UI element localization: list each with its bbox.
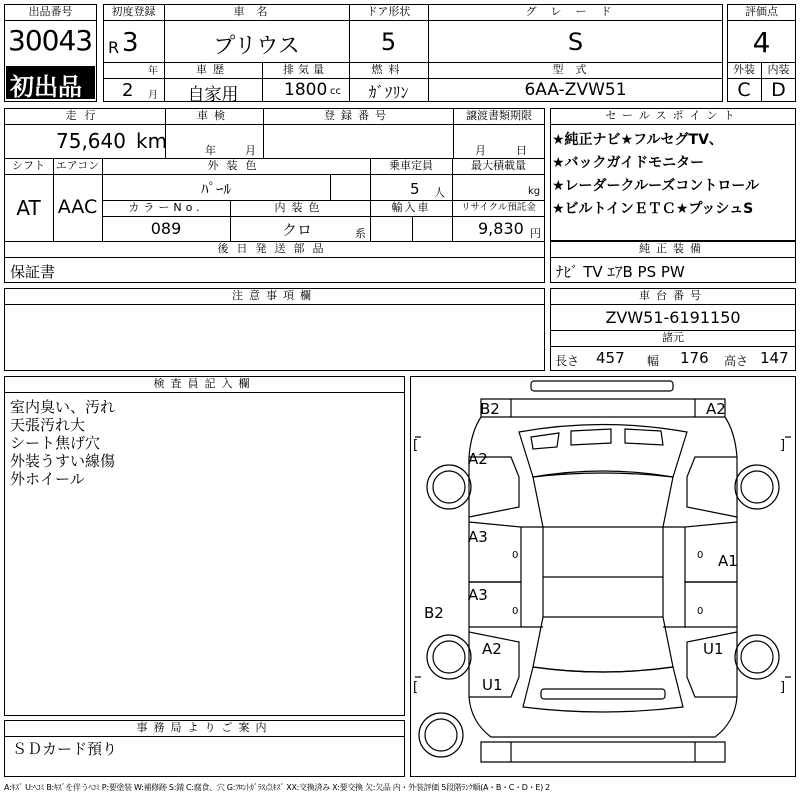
mark-a1-right: A1 — [718, 552, 738, 570]
sales-point-1: ★純正ナビ★フルセグTV、 — [552, 132, 723, 148]
reg-label: 初度登録 — [111, 5, 156, 18]
later-label: 後日発送部品 — [217, 242, 332, 255]
mark-a3-left-door-1: A3 — [468, 528, 488, 546]
inspector-note-2: 天張汚れ大 — [10, 416, 86, 434]
reg-month-unit: 月 — [148, 90, 158, 101]
bracket-close-1: ] — [780, 438, 786, 453]
mark-a2-top-right: A2 — [706, 400, 726, 418]
inspector-note-4: 外装うすい線傷 — [10, 452, 116, 470]
transfer-month-unit: 月 — [475, 144, 486, 157]
sales-label: セールスポイント — [605, 109, 741, 122]
reg-month: 2 — [122, 80, 134, 101]
ext-color: ﾊﾟｰﾙ — [200, 180, 231, 198]
int-color-unit: 系 — [355, 227, 366, 240]
exterior-label: 外装 — [733, 63, 755, 76]
lot-number: 30043 — [8, 24, 93, 57]
exterior-grade: C — [737, 79, 751, 101]
color-no: 089 — [150, 219, 182, 238]
int-color: クロ — [282, 221, 313, 239]
load-label: 最大積載量 — [471, 159, 526, 172]
transfer-label: 譲渡書類期限 — [466, 109, 532, 122]
ext-color-label: 外装色 — [207, 159, 265, 172]
genuine-label: 純正装備 — [639, 242, 707, 255]
model-label: 型式 — [552, 63, 599, 76]
history-label: 車歴 — [196, 63, 230, 76]
displacement-label: 排気量 — [283, 63, 328, 76]
color-no-label: カラーNo. — [128, 201, 204, 214]
lot-label: 出品番号 — [28, 5, 73, 18]
displacement-unit: cc — [330, 86, 341, 97]
office-label: 事務局よりご案内 — [136, 721, 273, 734]
import-label: 輸入車 — [391, 201, 431, 214]
bracket-open-1: [ — [413, 438, 419, 453]
reg-year: 3 — [122, 28, 139, 58]
car-diagram-box — [410, 376, 796, 777]
inspection-month-unit: 月 — [245, 144, 256, 157]
car-diagram — [411, 377, 795, 776]
displacement: 1800 — [284, 80, 328, 100]
height: 147 — [760, 349, 789, 367]
mark-b2-top-left: B2 — [480, 400, 500, 418]
capacity: 5 — [410, 180, 420, 198]
int-color-label: 内装色 — [274, 201, 326, 214]
mark-u1-bottom-left: U1 — [482, 676, 503, 694]
shift: AT — [16, 196, 41, 220]
reg-year-unit: 年 — [148, 66, 158, 77]
score: 4 — [752, 26, 771, 59]
mark-a2-left-front: A2 — [468, 450, 488, 468]
car-name: プリウス — [213, 34, 300, 59]
sales-point-4: ★ビルトインＥＴＣ★プッシュS — [552, 201, 754, 217]
regno-label: 登録番号 — [324, 109, 392, 122]
sales-point-3: ★レーダークルーズコントロール — [552, 178, 760, 194]
history: 自家用 — [187, 85, 239, 105]
fuel-label: 燃料 — [371, 63, 406, 76]
inspection-year-unit: 年 — [205, 144, 216, 157]
ac-label: エアコン — [55, 159, 100, 172]
doors: 5 — [380, 28, 397, 56]
mark-b2-left: B2 — [424, 604, 444, 622]
chassis-label: 車台番号 — [639, 289, 707, 302]
later-items: 保証書 — [10, 263, 56, 281]
length: 457 — [596, 349, 625, 367]
mileage-unit: km — [136, 129, 168, 153]
name-label: 車名 — [233, 5, 280, 18]
fuel: ｶﾞｿﾘﾝ — [368, 83, 409, 102]
capacity-label: 乗車定員 — [389, 159, 433, 172]
mileage: 75,640 — [56, 129, 126, 153]
inspector-note-1: 室内臭い、汚れ — [10, 398, 116, 416]
interior-label: 内装 — [767, 63, 790, 76]
inspector-label: 検査員記入欄 — [153, 377, 256, 390]
recycle-unit: 円 — [530, 227, 541, 240]
length-label: 長さ — [555, 354, 580, 368]
score-label: 評価点 — [745, 5, 778, 18]
ac: AAC — [57, 196, 98, 218]
width-label: 幅 — [647, 354, 660, 368]
zero-3: 0 — [697, 550, 704, 561]
model: 6AA-ZVW51 — [524, 80, 627, 100]
office-note: ＳＤカード預り — [12, 740, 118, 758]
genuine-items: ﾅﾋﾞ TV ｴｱB PS PW — [556, 263, 685, 281]
recycle-label: リサイクル預託金 — [461, 202, 536, 213]
door-label: ドア形状 — [366, 5, 411, 18]
first-listing-text: 初出品 — [10, 73, 82, 101]
zero-4: 0 — [697, 606, 704, 617]
dims-label: 諸元 — [662, 331, 684, 344]
reg-era: R — [108, 38, 120, 57]
shift-label: シフト — [12, 159, 45, 172]
load-unit: kg — [528, 186, 541, 197]
width: 176 — [680, 349, 709, 367]
transfer-day-unit: 日 — [516, 144, 527, 157]
zero-1: 0 — [512, 550, 519, 561]
bracket-open-2: [ — [413, 680, 419, 695]
inspector-note-3: シート焦げ穴 — [10, 434, 101, 452]
zero-2: 0 — [512, 606, 519, 617]
chassis: ZVW51-6191150 — [605, 308, 741, 327]
notes-label: 注意事項欄 — [232, 289, 317, 302]
mileage-label: 走行 — [65, 109, 104, 122]
inspector-note-5: 外ホイール — [10, 470, 85, 488]
recycle: 9,830 — [478, 219, 524, 238]
mark-u1-right: U1 — [703, 640, 724, 658]
grade: S — [567, 28, 584, 56]
grade-label: グレード — [525, 5, 626, 18]
capacity-unit: 人 — [434, 186, 445, 199]
legend: A:ｷｽﾞ U:ﾍｺﾐ B:ｷｽﾞを伴うﾍｺﾐ P:要塗装 W:補修跡 S:錆 C:腐食、穴 G:ﾌﾛﾝﾄｶﾞﾗｽ点ｷｽﾞ XX:交換済み X:要交換 欠:欠品 内・外装評価 5段階ﾗﾝｸ順(A・B・C・D・E) 2 — [4, 783, 550, 792]
mark-a3-left-door-2: A3 — [468, 586, 488, 604]
sales-point-2: ★バックガイドモニター — [552, 155, 705, 171]
height-label: 高さ — [724, 354, 749, 368]
inspection-label: 車検 — [197, 109, 231, 122]
bracket-close-2: ] — [780, 680, 786, 695]
mark-a2-left-rear: A2 — [482, 640, 502, 658]
interior-grade: D — [771, 79, 786, 101]
